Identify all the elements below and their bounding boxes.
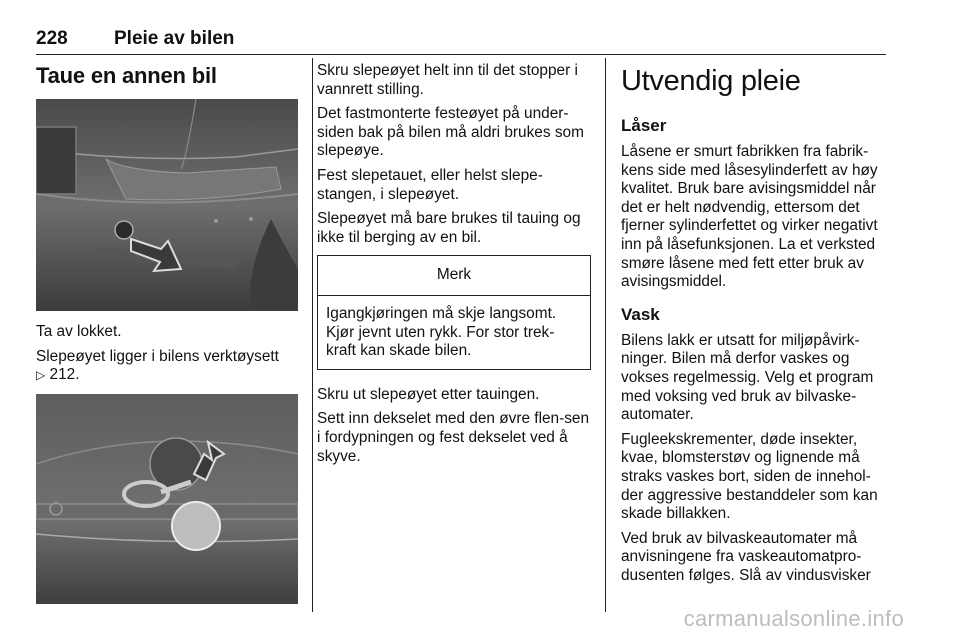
washing-paragraph-1: Bilens lakk er utsatt for miljøpåvirk-ninger. Bilen må derfor vaskes og vokses regelmessig. Velg et program med voksing ved bruk av bilvaske-automater. [621, 331, 874, 424]
instruction-screw-in: Skru slepeøyet helt inn til det stopper i vannrett stilling. [317, 62, 578, 98]
note-box [317, 255, 591, 369]
locks-paragraph: Låsene er smurt fabrikken fra fabrik-kens side med låsesylinderfett av høy kvalitet. Bruk bare avisingsmiddel når det er helt nødvendig, ettersom det fjerner sylinderfettet og virker negativt inn på låsefunksjonen. La et verksted smøre låsene med fett etter bruk av avisingsmiddel. [621, 143, 878, 291]
column-3 [621, 64, 887, 591]
instruction-usage-limit: Slepeøyet må bare brukes til tauing og ikke til berging av en bil. [317, 210, 581, 246]
page-number: 228 [36, 28, 68, 49]
tow-eye-location-text: Slepeøyet ligger i bilens verktøysett [36, 347, 279, 365]
instruction-attach-rope: Fest slepetauet, eller helst slepe-stangen, i slepeøyet. [317, 166, 543, 203]
tow-eye-location [36, 348, 302, 385]
arrow-reference-icon: ▷ [36, 368, 46, 383]
note-body: Igangkjøringen må skje langsomt. Kjør jevnt uten rykk. For stor trek-kraft kan skade bilen. [326, 304, 557, 360]
watermark: carmanualsonline.info [683, 606, 904, 631]
instruction-unscrew: Skru ut slepeøyet etter tauingen. [317, 385, 540, 403]
column-1-text [36, 323, 302, 391]
page-reference: 212. [49, 366, 80, 384]
washing-paragraph-3: Ved bruk av bilvaskeautomater må anvisningene fra vaskeautomatpro-dusenten følges. Slå av vindusvisker [621, 529, 871, 584]
column-2 [317, 62, 591, 472]
step-remove-cover: Ta av lokket. [36, 323, 122, 340]
column-divider-2 [605, 58, 606, 612]
page-header [36, 28, 886, 55]
warning-fixed-eye: Det fastmonterte festeøyet på under-siden bak på bilen må aldri brukes som slepeøye. [317, 105, 584, 160]
column-divider-1 [312, 58, 313, 612]
rear-bumper-illustration [36, 99, 298, 311]
section-heading-exterior-care: Utvendig pleie [621, 65, 801, 97]
note-title: Merk [318, 256, 590, 296]
tow-eye-illustration [36, 394, 298, 604]
subheading-washing: Vask [621, 304, 660, 324]
column-1 [36, 62, 302, 90]
subheading-locks: Låser [621, 116, 667, 135]
tow-cover-photo [36, 99, 298, 311]
chapter-title: Pleie av bilen [114, 28, 235, 49]
section-heading-towing: Taue en annen bil [36, 63, 217, 88]
tow-eye-photo [36, 394, 298, 604]
instruction-refit-cover: Sett inn dekselet med den øvre flen-sen i fordypningen og fest dekselet ved å skyve. [317, 410, 590, 465]
washing-paragraph-2: Fugleekskrementer, døde insekter, kvae, blomsterstøv og lignende må straks vaskes bort, siden de innehol-der aggressive bestanddeler som kan skade billakken. [621, 430, 878, 523]
